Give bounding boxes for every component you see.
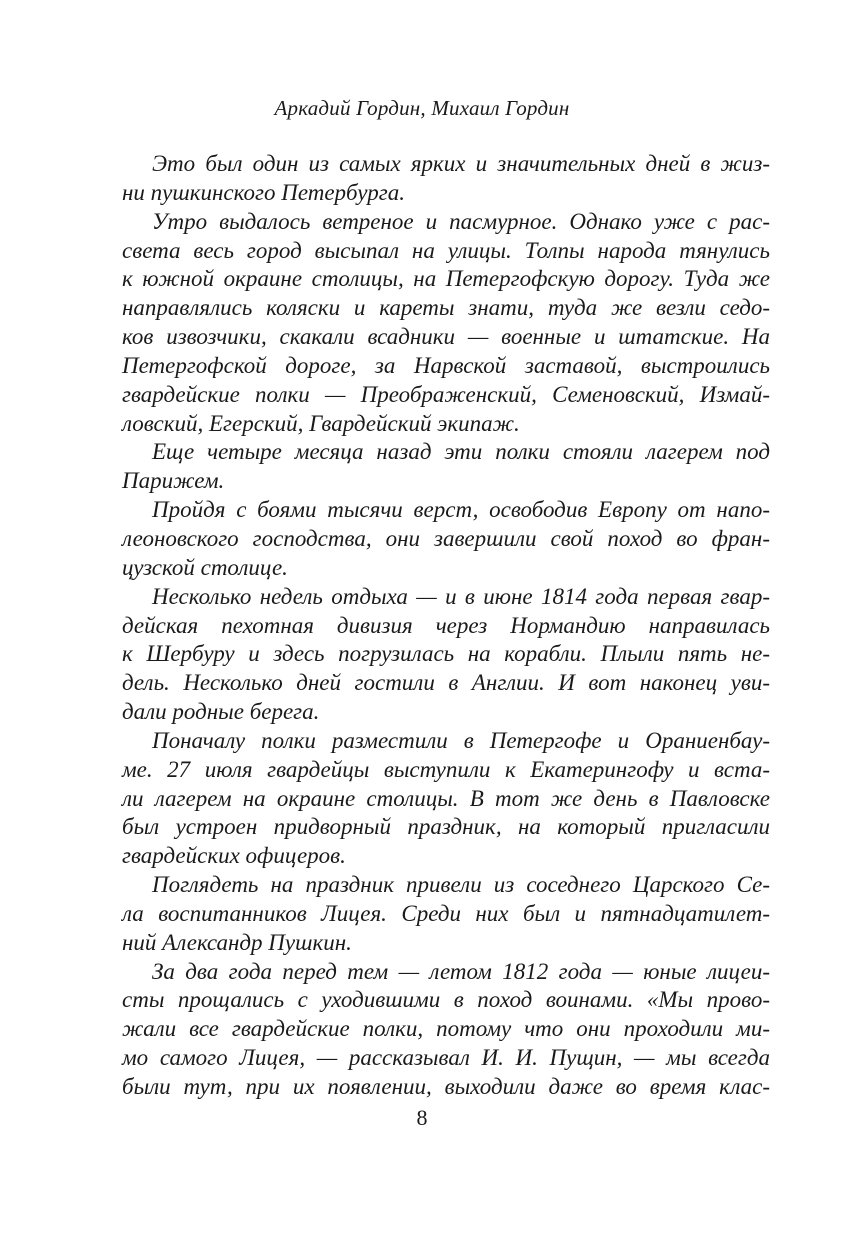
text-line: был устроен придворный праздник, на который пригласили	[122, 814, 770, 840]
text-line: леоновского господства, они завершили свой поход во фран-	[122, 525, 770, 551]
text-line: жали все гвардейские полки, потому что они проходили ми-	[122, 1016, 770, 1042]
text-line: цузской столице.	[122, 554, 288, 580]
text-line: Это был один из самых ярких и значительных дней в жиз-	[152, 151, 770, 176]
paragraph	[122, 150, 770, 208]
text-line: Поглядеть на праздник привели из соседнего Царского Се-	[152, 872, 770, 898]
text-line: ла воспитанников Лицея. Среди них был и пятнадцатилет-	[122, 900, 770, 926]
running-header: Аркадий Гордин, Михаил Гордин	[274, 96, 570, 120]
text-line: мо самого Лицея, — рассказывал И. И. Пущин, — мы всегда	[122, 1045, 770, 1071]
text-line: Пройдя с боями тысячи верст, освободив Европу от напо-	[152, 497, 770, 523]
text-line: направлялись коляски и кареты знати, туда же везли седо-	[122, 295, 770, 321]
text-line: ли лагерем на окраине столицы. В тот же день в Павловске	[122, 785, 770, 811]
text-line: дель. Несколько дней гостили в Англии. И вот наконец уви-	[122, 670, 770, 696]
text-line: ме. 27 июля гвардейцы выступили к Екатерингофу и вста-	[122, 756, 770, 782]
text-line: сты прощались с уходившими в поход воинами. «Мы прово-	[122, 987, 770, 1013]
paragraph	[122, 583, 770, 727]
text-line: Петергофской дороге, за Нарвской заставой, выстроились	[122, 352, 770, 378]
text-line: были тут, при их появлении, выходили даже во время клас-	[122, 1074, 770, 1099]
text-line: к Шербуру и здесь погрузилась на корабли. Плыли пять не-	[122, 641, 770, 667]
paragraph	[122, 208, 770, 439]
paragraph	[122, 871, 770, 958]
text-line: дали родные берега.	[122, 699, 320, 725]
text-line: к южной окраине столицы, на Петергофскую дорогу. Туда же	[122, 266, 770, 292]
paragraph	[122, 727, 770, 871]
text-line: Парижем.	[122, 468, 225, 494]
page-number: 8	[416, 1105, 428, 1130]
text-line: Утро выдалось ветреное и пасмурное. Однако уже с рас-	[152, 208, 770, 234]
text-line: Поначалу полки разместили в Петергофе и Ораниенбау-	[152, 727, 770, 753]
text-line: света весь город высыпал на улицы. Толпы народа тянулись	[122, 237, 770, 263]
text-line: дейская пехотная дивизия через Нормандию направилась	[122, 612, 770, 638]
text-line: ков извозчики, скакали всадники — военные и штатские. На	[122, 324, 770, 350]
paragraph	[122, 958, 770, 1102]
paragraph	[122, 438, 770, 496]
paragraph	[122, 496, 770, 583]
body-text	[122, 150, 770, 1102]
text-line: Еще четыре месяца назад эти полки стояли лагерем под	[152, 439, 770, 465]
text-line: ловский, Егерский, Гвардейский экипаж.	[122, 410, 520, 436]
text-line: гвардейские полки — Преображенский, Семеновский, Измай-	[122, 381, 770, 407]
text-line: За два года перед тем — летом 1812 года — юные лицеи-	[152, 958, 770, 984]
text-line: ний Александр Пушкин.	[122, 929, 352, 955]
text-line: Несколько недель отдыха — и в июне 1814 года первая гвар-	[152, 583, 770, 609]
text-line: ни пушкинского Петербурга.	[122, 179, 405, 205]
text-line: гвардейских офицеров.	[122, 843, 346, 869]
